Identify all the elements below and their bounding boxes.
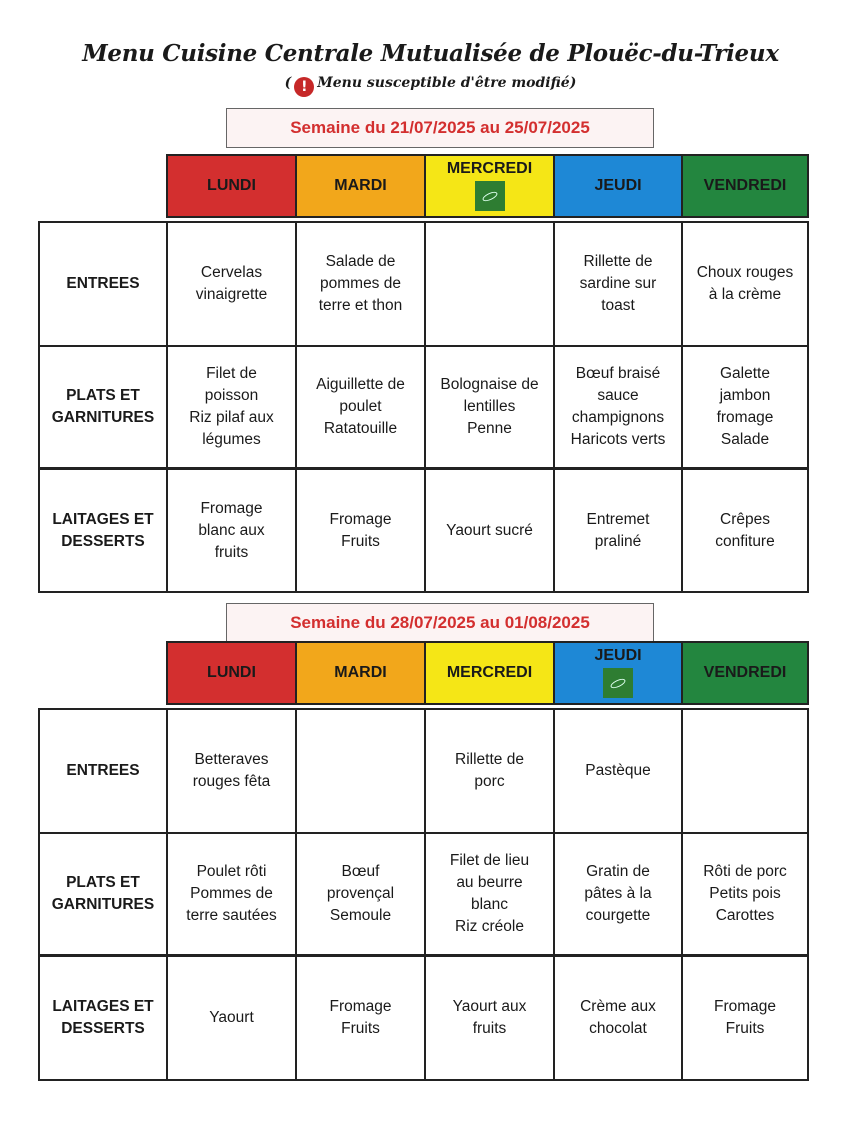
subtitle-open-paren: ( <box>284 75 292 91</box>
week-1-banner: Semaine du 21/07/2025 au 25/07/2025 <box>226 108 654 148</box>
week-1-entrees-mardi-cell: Salade de pommes de terre et thon <box>295 221 426 347</box>
week-1-row-header-plats-et-garnitures: PLATS ET GARNITURES <box>38 345 168 469</box>
week-1-day-header-jeudi <box>553 154 683 218</box>
day-label: MARDI <box>334 177 387 194</box>
week-1-plats-et-garnitures-jeudi-cell: Bœuf braisé sauce champignons Haricots verts <box>553 345 683 469</box>
week-1-laitages-et-desserts-vendredi-cell: Crêpes confiture <box>681 468 809 593</box>
week-1-row-header-laitages-et-desserts: LAITAGES ET DESSERTS <box>38 468 168 593</box>
week-1-plats-et-garnitures-mardi-cell: Aiguillette de poulet Ratatouille <box>295 345 426 469</box>
week-2-entrees-lundi-cell: Betteraves rouges fêta <box>166 708 297 834</box>
week-1-laitages-et-desserts-lundi-cell: Fromage blanc aux fruits <box>166 468 297 593</box>
week-2-entrees-vendredi-cell <box>681 708 809 834</box>
week-1-day-header-mercredi <box>424 154 555 218</box>
day-label: LUNDI <box>207 177 256 194</box>
week-2-entrees-jeudi-cell: Pastèque <box>553 708 683 834</box>
day-label: MERCREDI <box>446 664 533 681</box>
week-2-laitages-et-desserts-vendredi-cell: Fromage Fruits <box>681 955 809 1081</box>
day-label: VENDREDI <box>703 664 787 681</box>
day-label: JEUDI <box>594 177 642 194</box>
week-2-plats-et-garnitures-lundi-cell: Poulet rôti Pommes de terre sautées <box>166 832 297 956</box>
week-2-row-header-entrees: ENTREES <box>38 708 168 834</box>
week-2-entrees-mardi-cell <box>295 708 426 834</box>
week-1-entrees-jeudi-cell: Rillette de sardine sur toast <box>553 221 683 347</box>
week-2-entrees-mercredi-cell: Rillette de porc <box>424 708 555 834</box>
week-1-entrees-vendredi-cell: Choux rouges à la crème <box>681 221 809 347</box>
day-label: MARDI <box>334 664 387 681</box>
week-2-laitages-et-desserts-jeudi-cell: Crème aux chocolat <box>553 955 683 1081</box>
week-1-row-header-entrees: ENTREES <box>38 221 168 347</box>
day-label: MERCREDI <box>446 160 533 177</box>
week-1-plats-et-garnitures-vendredi-cell: Galette jambon fromage Salade <box>681 345 809 469</box>
page-title: Menu Cuisine Centrale Mutualisée de Plouëc-du-Trieux <box>82 40 779 67</box>
week-1-laitages-et-desserts-mercredi-cell: Yaourt sucré <box>424 468 555 593</box>
week-2-laitages-et-desserts-mercredi-cell: Yaourt aux fruits <box>424 955 555 1081</box>
week-1-entrees-mercredi-cell <box>424 221 555 347</box>
week-1-laitages-et-desserts-jeudi-cell: Entremet praliné <box>553 468 683 593</box>
green-leaf-icon <box>475 181 505 211</box>
week-2-laitages-et-desserts-lundi-cell: Yaourt <box>166 955 297 1081</box>
week-1-day-header-vendredi <box>681 154 809 218</box>
green-leaf-icon <box>603 668 633 698</box>
subtitle-text: Menu susceptible d'être modifié) <box>317 75 577 91</box>
week-1-day-header-mardi <box>295 154 426 218</box>
week-1-day-header-lundi <box>166 154 297 218</box>
week-1-laitages-et-desserts-mardi-cell: Fromage Fruits <box>295 468 426 593</box>
exclamation-circle-icon: ! <box>294 77 314 97</box>
week-2-plats-et-garnitures-mardi-cell: Bœuf provençal Semoule <box>295 832 426 956</box>
week-2-plats-et-garnitures-vendredi-cell: Rôti de porc Petits pois Carottes <box>681 832 809 956</box>
week-1-plats-et-garnitures-mercredi-cell: Bolognaise de lentilles Penne <box>424 345 555 469</box>
week-2-day-header-vendredi <box>681 641 809 705</box>
week-2-day-header-jeudi <box>553 641 683 705</box>
week-2-day-header-mercredi <box>424 641 555 705</box>
week-2-row-header-laitages-et-desserts: LAITAGES ET DESSERTS <box>38 955 168 1081</box>
week-1-plats-et-garnitures-lundi-cell: Filet de poisson Riz pilaf aux légumes <box>166 345 297 469</box>
week-2-laitages-et-desserts-mardi-cell: Fromage Fruits <box>295 955 426 1081</box>
week-2-day-header-lundi <box>166 641 297 705</box>
week-1-entrees-lundi-cell: Cervelas vinaigrette <box>166 221 297 347</box>
page-subtitle <box>0 75 861 97</box>
week-2-row-header-plats-et-garnitures: PLATS ET GARNITURES <box>38 832 168 956</box>
week-2-day-header-mardi <box>295 641 426 705</box>
week-2-plats-et-garnitures-mercredi-cell: Filet de lieu au beurre blanc Riz créole <box>424 832 555 956</box>
week-2-banner: Semaine du 28/07/2025 au 01/08/2025 <box>226 603 654 643</box>
day-label: JEUDI <box>594 647 642 664</box>
week-2-plats-et-garnitures-jeudi-cell: Gratin de pâtes à la courgette <box>553 832 683 956</box>
day-label: VENDREDI <box>703 177 787 194</box>
day-label: LUNDI <box>207 664 256 681</box>
